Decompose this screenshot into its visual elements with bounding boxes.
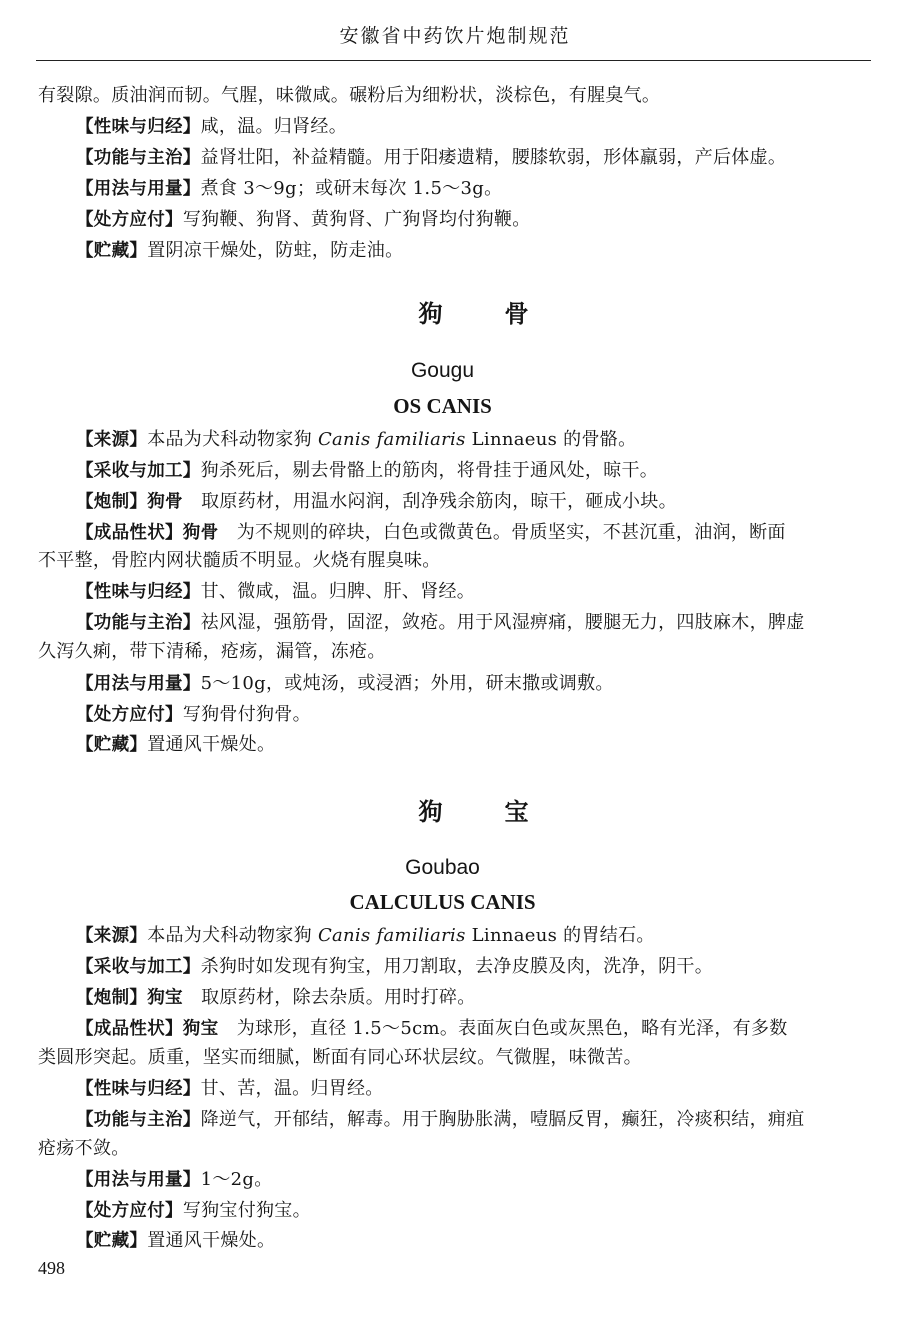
gougu-character-label: 【成品性状】狗骨 — [76, 523, 219, 543]
gougu-prescription-text: 写狗骨付狗骨。 — [182, 704, 311, 725]
goubao-source-line — [76, 924, 655, 948]
gougu-title: 狗骨 — [418, 300, 591, 328]
gougu-harvest-line — [76, 459, 658, 483]
gougu-processing-line — [76, 490, 677, 514]
goubao-character-text-cont: 类圆形突起。质重，坚实而细腻，断面有同心环状层纹。气微腥，味微苦。 — [38, 1047, 642, 1068]
gougu-source-label: 【来源】 — [76, 430, 148, 450]
gougu-processing-label: 【炮制】狗骨 — [76, 492, 183, 512]
page-number: 498 — [38, 1258, 65, 1278]
goubao-storage-line — [76, 1229, 275, 1253]
top-storage-label: 【贮藏】 — [76, 241, 148, 261]
goubao-harvest-label: 【采收与加工】 — [76, 957, 201, 977]
goubao-prescription-label: 【处方应付】 — [76, 1201, 183, 1221]
gougu-function-line — [76, 611, 805, 635]
top-prescription-label: 【处方应付】 — [76, 210, 183, 230]
top-taste-text: 咸，温。归肾经。 — [200, 116, 348, 137]
goubao-source-post: Linnaeus 的胃结石。 — [465, 925, 655, 946]
gougu-dosage-text: 5～10g，或炖汤，或浸酒；外用，研末撒或调敷。 — [200, 673, 614, 694]
goubao-function-text-cont: 疮疡不敛。 — [38, 1138, 130, 1159]
goubao-harvest-line — [76, 955, 713, 979]
top-taste-label: 【性味与归经】 — [76, 117, 201, 137]
gougu-storage-text: 置通风干燥处。 — [147, 734, 276, 755]
goubao-storage-label: 【贮藏】 — [76, 1231, 148, 1251]
gougu-processing-text: 取原药材，用温水闷润，刮净残余筋肉，晾干，砸成小块。 — [182, 491, 677, 512]
running-header: 安徽省中药饮片炮制规范 — [339, 25, 571, 47]
top-dosage-text: 煮食 3～9g；或研末每次 1.5～3g。 — [200, 178, 503, 199]
gougu-taste-line — [76, 580, 475, 604]
goubao-function-line — [76, 1108, 805, 1132]
gougu-taste-text: 甘、微咸，温。归脾、肝、肾经。 — [200, 581, 476, 602]
gougu-harvest-label: 【采收与加工】 — [76, 461, 201, 481]
goubao-processing-line — [76, 986, 476, 1010]
top-dosage-line — [76, 177, 502, 201]
gougu-source-pre: 本品为犬科动物家狗 — [147, 429, 318, 450]
goubao-dosage-text: 1～2g。 — [200, 1169, 273, 1190]
gougu-storage-line — [76, 733, 275, 757]
goubao-processing-label: 【炮制】狗宝 — [76, 988, 183, 1008]
goubao-dosage-label: 【用法与用量】 — [76, 1170, 201, 1190]
gougu-taste-label: 【性味与归经】 — [76, 582, 201, 602]
continuation-text: 有裂隙。质油润而韧。气腥，味微咸。碾粉后为细粉状，淡棕色，有腥臭气。 — [38, 85, 661, 106]
goubao-dosage-line — [76, 1168, 273, 1192]
gougu-harvest-text: 狗杀死后，剔去骨骼上的筋肉，将骨挂于通风处，晾干。 — [200, 460, 659, 481]
gougu-dosage-line — [76, 672, 614, 696]
goubao-pinyin: Goubao — [405, 856, 480, 879]
top-prescription-text: 写狗鞭、狗肾、黄狗肾、广狗肾均付狗鞭。 — [182, 209, 531, 230]
goubao-source-species: Canis familiaris — [317, 925, 466, 946]
gougu-function-label: 【功能与主治】 — [76, 613, 201, 633]
top-taste-line — [76, 115, 347, 139]
gougu-source-species: Canis familiaris — [317, 429, 466, 450]
goubao-prescription-text: 写狗宝付狗宝。 — [182, 1200, 311, 1221]
goubao-character-line — [76, 1017, 788, 1041]
gougu-function-text-cont: 久泻久痢，带下清稀，疮疡，漏管，冻疮。 — [38, 641, 386, 662]
goubao-taste-text: 甘、苦，温。归胃经。 — [200, 1078, 384, 1099]
top-prescription-line — [76, 208, 531, 232]
gougu-source-post: Linnaeus 的骨骼。 — [465, 429, 637, 450]
header-rule — [36, 60, 871, 61]
gougu-character-text: 为不规则的碎块，白色或微黄色。骨质坚实，不甚沉重，油润，断面 — [218, 522, 786, 543]
gougu-prescription-line — [76, 703, 311, 727]
gougu-pinyin: Gougu — [410, 359, 475, 382]
top-function-label: 【功能与主治】 — [76, 148, 201, 168]
goubao-processing-text: 取原药材，除去杂质。用时打碎。 — [182, 987, 476, 1008]
goubao-prescription-line — [76, 1199, 311, 1223]
goubao-source-pre: 本品为犬科动物家狗 — [147, 925, 318, 946]
gougu-source-line — [76, 428, 636, 452]
goubao-harvest-text: 杀狗时如发现有狗宝，用刀割取，去净皮膜及肉，洗净，阴干。 — [200, 956, 714, 977]
goubao-taste-label: 【性味与归经】 — [76, 1079, 201, 1099]
goubao-character-label: 【成品性状】狗宝 — [76, 1019, 219, 1039]
gougu-dosage-label: 【用法与用量】 — [76, 674, 201, 694]
gougu-latin-name: OS CANIS — [393, 394, 492, 418]
gougu-storage-label: 【贮藏】 — [76, 735, 148, 755]
top-storage-text: 置阴凉干燥处，防蛀，防走油。 — [147, 240, 404, 261]
gougu-character-text-cont: 不平整，骨腔内网状髓质不明显。火烧有腥臭味。 — [38, 550, 441, 571]
goubao-source-label: 【来源】 — [76, 926, 148, 946]
goubao-storage-text: 置通风干燥处。 — [147, 1230, 276, 1251]
gougu-character-line — [76, 521, 786, 545]
gougu-function-text: 祛风湿，强筋骨，固涩，敛疮。用于风湿痹痛，腰腿无力，四肢麻木，脾虚 — [200, 612, 805, 633]
top-function-text: 益肾壮阳，补益精髓。用于阳痿遗精，腰膝软弱，形体羸弱，产后体虚。 — [200, 147, 787, 168]
goubao-function-label: 【功能与主治】 — [76, 1110, 201, 1130]
goubao-taste-line — [76, 1077, 384, 1101]
goubao-latin-name: CALCULUS CANIS — [349, 890, 536, 914]
top-function-line — [76, 146, 786, 170]
goubao-title: 狗宝 — [418, 798, 591, 826]
gougu-prescription-label: 【处方应付】 — [76, 705, 183, 725]
goubao-character-text: 为球形，直径 1.5～5cm。表面灰白色或灰黑色，略有光泽，有多数 — [218, 1018, 788, 1039]
goubao-function-text: 降逆气，开郁结，解毒。用于胸胁胀满，噎膈反胃，癫狂，冷痰积结，痈疽 — [200, 1109, 805, 1130]
top-dosage-label: 【用法与用量】 — [76, 179, 201, 199]
top-storage-line — [76, 239, 403, 263]
